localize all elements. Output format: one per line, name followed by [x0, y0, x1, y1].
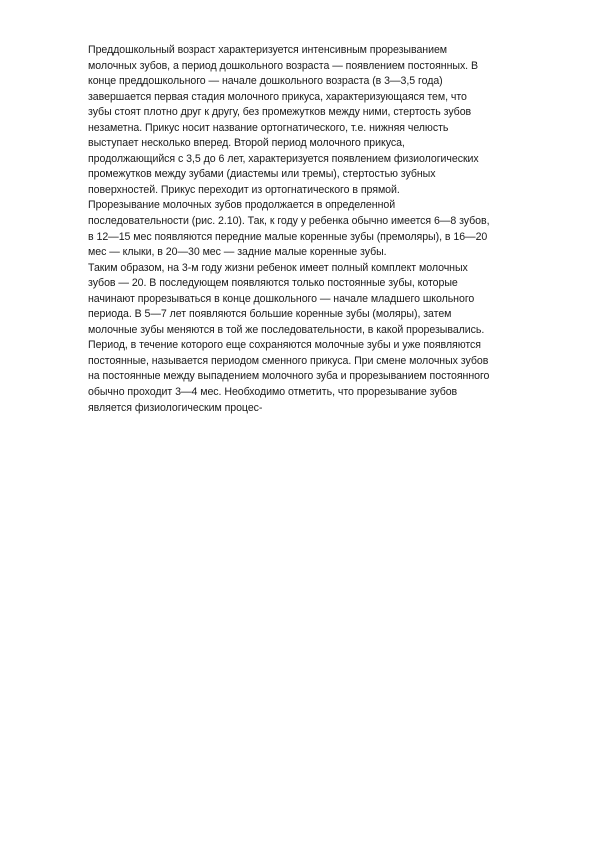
text-line: завершается первая стадия молочного прикуса, характеризующаяся тем, что — [88, 90, 467, 103]
text-line: периода. В 5—7 лет появляются большие коренные зубы (моляры), затем — [88, 308, 452, 321]
text-line: зубов — 20. В последующем появляются только постоянные зубы, которые — [88, 277, 458, 290]
text-line: незаметна. Прикус носит название ортогнатического, т.е. нижняя челюсть — [88, 121, 449, 134]
text-line: продолжающийся с 3,5 до 6 лет, характеризуется появлением физиологических — [88, 152, 479, 165]
text-line: Период, в течение которого еще сохраняются молочные зубы и уже появляются — [88, 339, 481, 352]
text-line: промежутков между зубами (диастемы или тремы), стертостью зубных — [88, 168, 436, 181]
text-line: Прорезывание молочных зубов продолжается в определенной — [88, 199, 396, 212]
text-line: мес — клыки, в 20—30 мес — задние малые коренные зубы. — [88, 246, 387, 259]
text-line: поверхностей. Прикус переходит из ортогнатического в прямой. — [88, 183, 400, 196]
text-line: Таким образом, на 3-м году жизни ребенок имеет полный комплект молочных — [88, 261, 468, 274]
text-line: выступает несколько вперед. Второй период молочного прикуса, — [88, 137, 405, 150]
text-line: начинают прорезываться в конце дошкольного — начале младшего школьного — [88, 292, 475, 305]
text-line: конце преддошкольного — начале дошкольного возраста (в 3—3,5 года) — [88, 75, 443, 88]
text-line: обычно проходит 3—4 мес. Необходимо отметить, что прорезывание зубов — [88, 386, 458, 399]
text-line: на постоянные между выпадением молочного зуба и прорезыванием постоянного — [88, 370, 490, 383]
text-line: последовательности (рис. 2.10). Так, к году у ребенка обычно имеется 6—8 зубов, — [88, 215, 490, 228]
text-line: молочных зубов, а период дошкольного возраста — появлением постоянных. В — [88, 59, 478, 72]
text-line: является физиологическим процес- — [88, 401, 263, 414]
text-line: зубы стоят плотно друг к другу, без промежутков между ними, стертость зубов — [88, 106, 472, 119]
text-line: в 12—15 мес появляются передние малые коренные зубы (премоляры), в 16—20 — [88, 230, 488, 243]
body-text — [88, 43, 558, 416]
text-line: Преддошкольный возраст характеризуется интенсивным прорезыванием — [88, 44, 448, 56]
text-line: постоянные, называется периодом сменного прикуса. При смене молочных зубов — [88, 354, 489, 367]
text-line: молочные зубы меняются в той же последовательности, в какой прорезывались. — [88, 323, 485, 336]
